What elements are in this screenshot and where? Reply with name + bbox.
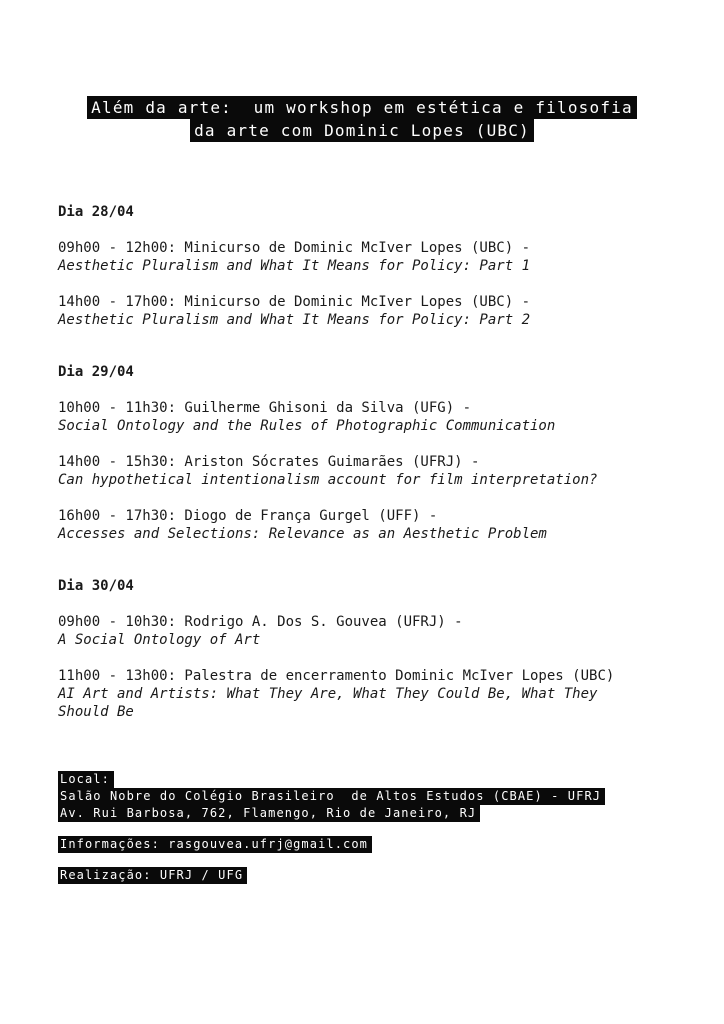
schedule-entry bbox=[58, 613, 698, 649]
local-label: Local: bbox=[58, 771, 114, 788]
entry-time-speaker: 11h00 - 13h00: Palestra de encerramento Dominic McIver Lopes (UBC) bbox=[58, 668, 615, 684]
entry-time-speaker: 16h00 - 17h30: Diogo de França Gurgel (UFF) - bbox=[58, 508, 438, 524]
venue-name: Salão Nobre do Colégio Brasileiro de Altos Estudos (CBAE) - UFRJ bbox=[58, 788, 605, 805]
schedule-entry bbox=[58, 293, 698, 329]
schedule-entry bbox=[58, 399, 698, 435]
event-title bbox=[0, 96, 724, 142]
day-heading: Dia 29/04 bbox=[58, 364, 134, 380]
entry-time-speaker: 14h00 - 15h30: Ariston Sócrates Guimarães (UFRJ) - bbox=[58, 454, 480, 470]
event-info bbox=[58, 771, 605, 884]
entry-talk-title: A Social Ontology of Art bbox=[58, 632, 261, 648]
entry-time-speaker: 10h00 - 11h30: Guilherme Ghisoni da Silva (UFG) - bbox=[58, 400, 472, 416]
schedule-entry bbox=[58, 507, 698, 543]
title-line-1: Além da arte: um workshop em estética e filosofia bbox=[87, 96, 637, 119]
entry-talk-title: Aesthetic Pluralism and What It Means for Policy: Part 1 bbox=[58, 258, 531, 274]
schedule-entry bbox=[58, 667, 698, 721]
contact-email: Informações: rasgouvea.ufrj@gmail.com bbox=[58, 836, 372, 853]
day-section bbox=[58, 363, 698, 543]
title-line-2: da arte com Dominic Lopes (UBC) bbox=[190, 119, 534, 142]
entry-talk-title: Social Ontology and the Rules of Photographic Communication bbox=[58, 418, 556, 434]
entry-time-speaker: 14h00 - 17h00: Minicurso de Dominic McIver Lopes (UBC) - bbox=[58, 294, 531, 310]
schedule-entry bbox=[58, 239, 698, 275]
day-heading: Dia 30/04 bbox=[58, 578, 134, 594]
program-schedule bbox=[58, 203, 698, 721]
venue-address: Av. Rui Barbosa, 762, Flamengo, Rio de Janeiro, RJ bbox=[58, 805, 480, 822]
day-section bbox=[58, 203, 698, 329]
entry-time-speaker: 09h00 - 12h00: Minicurso de Dominic McIver Lopes (UBC) - bbox=[58, 240, 531, 256]
entry-talk-title: Can hypothetical intentionalism account for film interpretation? bbox=[58, 472, 598, 488]
entry-talk-title: Aesthetic Pluralism and What It Means for Policy: Part 2 bbox=[58, 312, 531, 328]
day-section bbox=[58, 577, 698, 721]
entry-talk-title: AI Art and Artists: What They Are, What They Could Be, What They Should Be bbox=[58, 686, 598, 720]
entry-talk-title: Accesses and Selections: Relevance as an Aesthetic Problem bbox=[58, 526, 547, 542]
day-heading: Dia 28/04 bbox=[58, 204, 134, 220]
organizers: Realização: UFRJ / UFG bbox=[58, 867, 247, 884]
entry-time-speaker: 09h00 - 10h30: Rodrigo A. Dos S. Gouvea (UFRJ) - bbox=[58, 614, 463, 630]
schedule-entry bbox=[58, 453, 698, 489]
